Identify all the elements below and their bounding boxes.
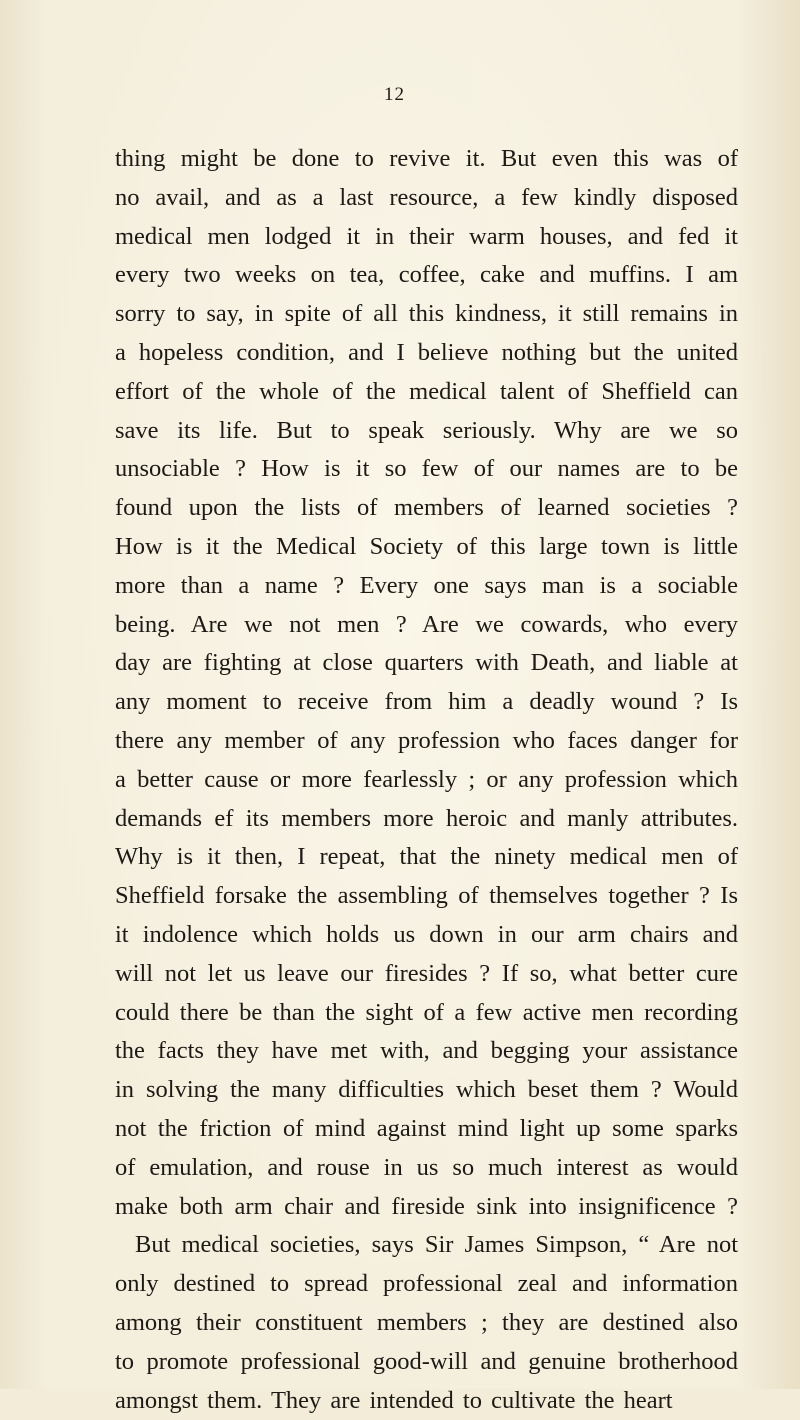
text-line: effort of the whole of the medical talent of Sheffield can (115, 373, 738, 412)
text-line: not the friction of mind against mind light up some sparks (115, 1110, 738, 1149)
text-line: save its life. But to speak seriously. Why are we so (115, 412, 738, 451)
text-line: How is it the Medical Society of this large town is little (115, 528, 738, 567)
text-line: But medical societies, says Sir James Simpson, “ Are not (115, 1226, 738, 1265)
page-number: 12 (384, 84, 405, 106)
text-line: amongst them. They are intended to cultivate the heart (115, 1382, 738, 1420)
text-line: to promote professional good-will and genuine brotherhood (115, 1343, 738, 1382)
text-line: in solving the many difficulties which beset them ? Would (115, 1071, 738, 1110)
text-line: a hopeless condition, and I believe nothing but the united (115, 334, 738, 373)
text-line: any moment to receive from him a deadly wound ? Is (115, 683, 738, 722)
body-text (115, 140, 738, 1420)
text-line: it indolence which holds us down in our arm chairs and (115, 916, 738, 955)
text-line: will not let us leave our firesides ? If so, what better cure (115, 955, 738, 994)
text-line: medical men lodged it in their warm houses, and fed it (115, 218, 738, 257)
text-line: could there be than the sight of a few active men recording (115, 994, 738, 1033)
text-line: unsociable ? How is it so few of our names are to be (115, 450, 738, 489)
text-line: of emulation, and rouse in us so much interest as would (115, 1149, 738, 1188)
text-line: sorry to say, in spite of all this kindness, it still remains in (115, 295, 738, 334)
text-line: only destined to spread professional zeal and information (115, 1265, 738, 1304)
text-line: a better cause or more fearlessly ; or any profession which (115, 761, 738, 800)
text-line: every two weeks on tea, coffee, cake and muffins. I am (115, 256, 738, 295)
text-line: being. Are we not men ? Are we cowards, who every (115, 606, 738, 645)
text-line: there any member of any profession who faces danger for (115, 722, 738, 761)
text-line: more than a name ? Every one says man is a sociable (115, 567, 738, 606)
text-line: Sheffield forsake the assembling of themselves together ? Is (115, 877, 738, 916)
text-line: make both arm chair and fireside sink into insignificence ? (115, 1188, 738, 1227)
text-line: day are fighting at close quarters with Death, and liable at (115, 644, 738, 683)
text-line: the facts they have met with, and begging your assistance (115, 1032, 738, 1071)
text-line: thing might be done to revive it. But even this was of (115, 140, 738, 179)
text-line: no avail, and as a last resource, a few kindly disposed (115, 179, 738, 218)
text-line: Why is it then, I repeat, that the ninety medical men of (115, 838, 738, 877)
text-line: found upon the lists of members of learned societies ? (115, 489, 738, 528)
text-line: among their constituent members ; they are destined also (115, 1304, 738, 1343)
text-line: demands ef its members more heroic and manly attributes. (115, 800, 738, 839)
